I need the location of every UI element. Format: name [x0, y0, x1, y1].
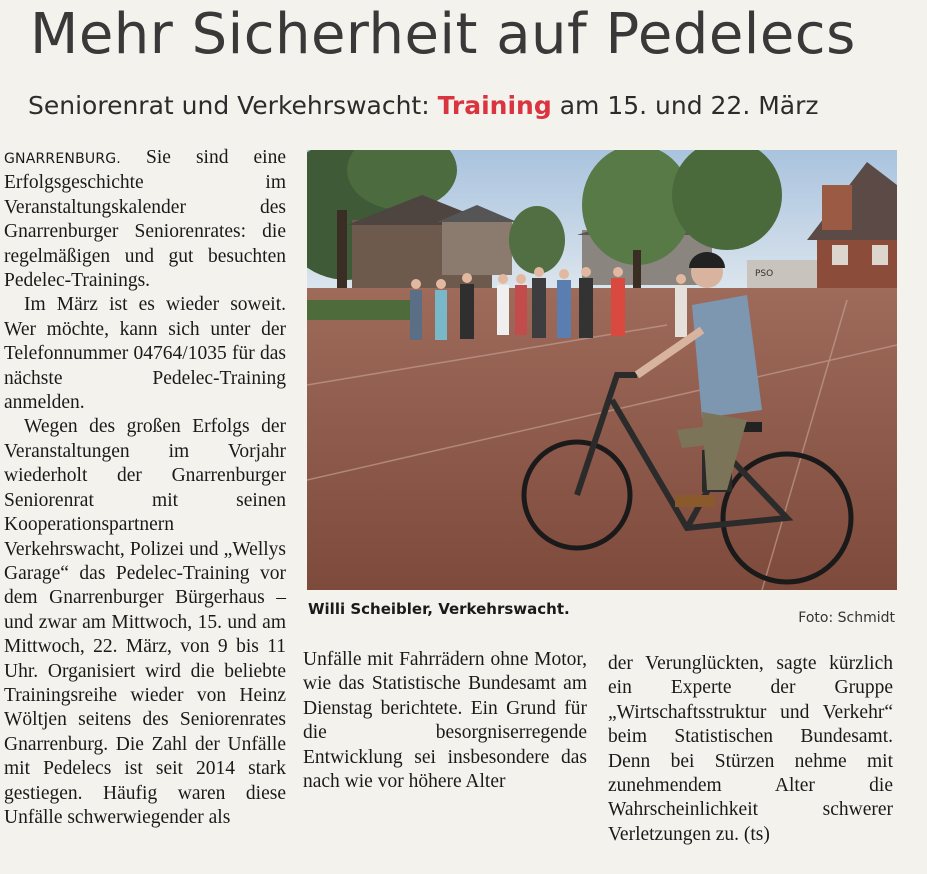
paved-square [307, 288, 897, 590]
article-paragraph-2: Im März ist es wieder soweit. Wer möchte, kann sich unter der Telefonnummer 04764/1035 für das nächste Pedelec-Training anmelden. [4, 294, 286, 414]
truck-sign: PSO [755, 269, 774, 279]
article-column-3 [608, 652, 893, 847]
article-paragraph-1-text: Sie sind eine Erfolgsgeschichte im Veranstaltungskalender des Gnarrenburger Seniorenrates: die regelmäßigen und gut besuchten Pedelec-Trainings. [4, 147, 286, 292]
subheadline-highlight: Training [437, 91, 552, 120]
article-column-2 [303, 648, 587, 794]
article-photo [307, 150, 897, 590]
article-paragraph-3: Wegen des großen Erfolgs der Veranstaltungen im Vorjahr wiederholt der Gnarrenburger Seniorenrat mit seinen Kooperationspartnern Verkehrswacht, Polizei und „Wellys Garage“ das Pedelec-Training vor dem Gnarrenburger Bürgerhaus – und zwar am Mittwoch, 15. und am Mittwoch, 22. März, von 9 bis 11 Uhr. Organisiert wird die beliebte Trainingsreihe wieder von Heinz Wöltjen seitens des Seniorenrates Gnarrenburg. Die Zahl der Unfälle mit Pedelecs ist seit 2014 stark gestiegen. Häufig waren diese Unfälle schwerwiegender als [4, 416, 286, 828]
article-paragraph-3-continued: Unfälle mit Fahrrädern ohne Motor, wie das Statistische Bundesamt am Dienstag berichtete. Ein Grund für die besorgniserregende Entwicklung sei insbesondere das nach wie vor höhere Alter [303, 649, 587, 793]
subheadline [28, 88, 908, 124]
subheadline-prefix: Seniorenrat und Verkehrswacht: [28, 91, 438, 120]
article-paragraph-final: der Verunglückten, sagte kürzlich ein Experte der Gruppe „Wirtschaftsstruktur und Verkehr“ beim Statistischen Bundesamt. Denn bei Stürzen nehme mit zunehmendem Alter die Wahrscheinlichkeit schwerer Verletzungen zu. (ts) [608, 653, 893, 845]
article-column-1 [4, 146, 286, 830]
article-paragraph-1 [4, 146, 286, 293]
photo-caption: Willi Scheibler, Verkehrswacht. [308, 600, 570, 618]
headline: Mehr Sicherheit auf Pedelecs [30, 2, 856, 67]
subheadline-suffix: am 15. und 22. März [551, 91, 819, 120]
dateline: GNARRENBURG. [4, 151, 121, 167]
photo-illustration [307, 150, 897, 590]
hedge [307, 300, 417, 320]
photo-credit: Foto: Schmidt [798, 610, 895, 626]
